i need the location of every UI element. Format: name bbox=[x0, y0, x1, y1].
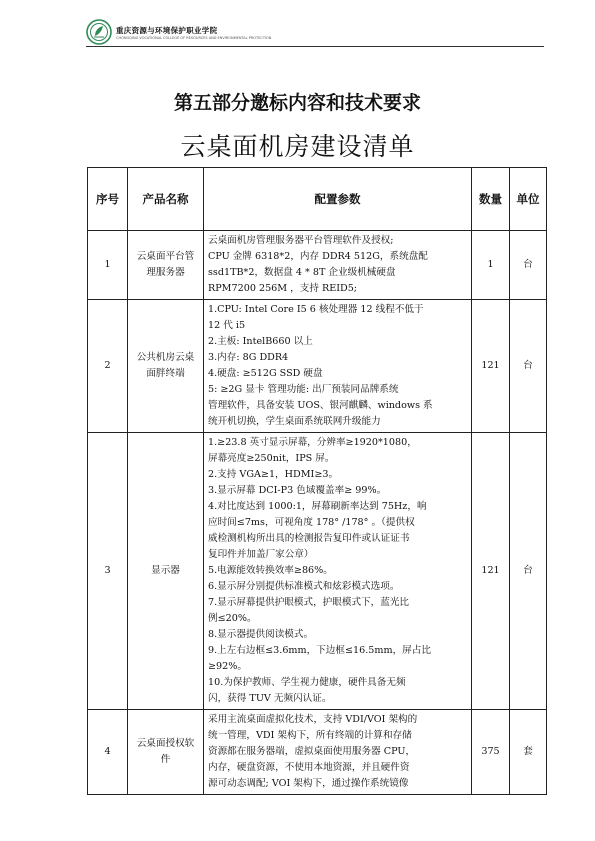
param-line: 应时间≤7ms，可视角度 178° /178° 。（提供权 bbox=[208, 517, 415, 528]
param-line: 复印件并加盖厂家公章） bbox=[208, 549, 314, 560]
row-product-name: 显示器 bbox=[128, 433, 204, 710]
param-line: 12 代 i5 bbox=[208, 320, 246, 331]
row-unit: 台 bbox=[510, 231, 547, 300]
org-name: 重庆资源与环境保护职业学院 bbox=[116, 26, 218, 35]
org-name-en: CHONGQING VOCATIONAL COLLEGE OF RESOURCES AND ENVIRONMENTAL PROTECTION bbox=[116, 36, 272, 40]
param-line: 9.上左右边框≤3.6mm，下边框≤16.5mm，屏占比 bbox=[208, 645, 431, 656]
param-line: 例≤20%。 bbox=[208, 613, 257, 624]
header-unit: 单位 bbox=[510, 168, 547, 231]
document-subtitle: 云桌面机房建设清单 bbox=[180, 132, 415, 161]
table-row bbox=[88, 231, 547, 300]
row-seq: 4 bbox=[88, 710, 128, 795]
row-seq: 3 bbox=[88, 433, 128, 710]
row-product-name: 云桌面授权软件 bbox=[128, 710, 204, 795]
param-line: 4.硬盘: ≥512G SSD 硬盘 bbox=[208, 368, 323, 379]
param-line: 屏幕亮度≥250nit，IPS 屏。 bbox=[208, 453, 335, 464]
param-line: 闪，获得 TUV 无频闪认证。 bbox=[208, 693, 332, 704]
param-line: 资源都在服务器端，虚拟桌面使用服务器 CPU， bbox=[208, 746, 416, 757]
header-divider bbox=[86, 46, 544, 47]
param-line: ≥92%。 bbox=[208, 661, 247, 672]
param-line: 云桌面机房管理服务器平台管理软件及授权; bbox=[208, 235, 394, 246]
param-line: 5: ≥2G 显卡 管理功能: 出厂预装同品牌系统 bbox=[208, 384, 399, 395]
row-params bbox=[204, 433, 472, 710]
row-seq: 2 bbox=[88, 300, 128, 433]
header-seq: 序号 bbox=[88, 168, 128, 231]
param-line: 1.CPU: Intel Core I5 6 核处理器 12 线程不低于 bbox=[208, 304, 424, 315]
header-params: 配置参数 bbox=[204, 168, 472, 231]
row-params bbox=[204, 231, 472, 300]
param-line: 6.显示屏分别提供标准模式和炫彩模式选项。 bbox=[208, 581, 400, 592]
param-line: 采用主流桌面虚拟化技术，支持 VDI/VOI 架构的 bbox=[208, 714, 418, 725]
param-line: 4.对比度达到 1000:1，屏幕刷新率达到 75Hz，响 bbox=[208, 501, 427, 512]
param-line: 3.内存: 8G DDR4 bbox=[208, 352, 289, 363]
table-row bbox=[88, 300, 547, 433]
row-qty: 121 bbox=[472, 433, 510, 710]
college-logo-icon bbox=[86, 19, 112, 45]
param-line: 7.显示屏幕提供护眼模式，护眼模式下，蓝光比 bbox=[208, 597, 410, 608]
row-params bbox=[204, 300, 472, 433]
param-line: 2.主板: IntelB660 以上 bbox=[208, 336, 313, 347]
param-line: CPU 金牌 6318*2，内存 DDR4 512G，系统盘配 bbox=[208, 251, 428, 262]
row-unit: 台 bbox=[510, 433, 547, 710]
row-product-name: 云桌面平台管理服务器 bbox=[128, 231, 204, 300]
param-line: 统开机切换，学生桌面系统联网升级能力 bbox=[208, 416, 381, 427]
param-line: 3.显示屏幕 DCI-P3 色域覆盖率≥ 99%。 bbox=[208, 485, 387, 496]
row-product-name: 公共机房云桌面胖终端 bbox=[128, 300, 204, 433]
param-line: 5.电源能效转换效率≥86%。 bbox=[208, 565, 333, 576]
row-unit: 台 bbox=[510, 300, 547, 433]
param-line: 内存，硬盘资源，不使用本地资源，并且硬件资 bbox=[208, 762, 410, 773]
param-line: ssd1TB*2，数据盘 4 * 8T 企业级机械硬盘 bbox=[208, 267, 396, 278]
row-qty: 121 bbox=[472, 300, 510, 433]
param-line: 统一管理，VDI 架构下，所有终端的计算和存储 bbox=[208, 730, 412, 741]
header-name: 产品名称 bbox=[128, 168, 204, 231]
row-qty: 375 bbox=[472, 710, 510, 795]
param-line: 1.≥23.8 英寸显示屏幕，分辨率≥1920*1080， bbox=[208, 437, 417, 448]
param-line: 8.显示器提供阅读模式。 bbox=[208, 629, 314, 640]
row-unit: 套 bbox=[510, 710, 547, 795]
table-header-row bbox=[88, 168, 547, 231]
param-line: 管理软件，具备安装 UOS、银河麒麟、windows 系 bbox=[208, 400, 433, 411]
param-line: 10.为保护教师、学生视力健康，硬件具备无频 bbox=[208, 677, 406, 688]
param-line: 源可动态调配; VOI 架构下，通过操作系统镜像 bbox=[208, 778, 409, 789]
row-params bbox=[204, 710, 472, 795]
equipment-list-table bbox=[87, 167, 547, 795]
header-qty: 数量 bbox=[472, 168, 510, 231]
row-qty: 1 bbox=[472, 231, 510, 300]
param-line: RPM7200 256M ，支持 REID5; bbox=[208, 283, 358, 294]
table-row bbox=[88, 433, 547, 710]
section-title: 第五部分邀标内容和技术要求 bbox=[173, 92, 421, 114]
param-line: 威检测机构所出具的检测报告复印件或认证证书 bbox=[208, 533, 410, 544]
param-line: 2.支持 VGA≥1，HDMI≥3。 bbox=[208, 469, 339, 480]
table-row bbox=[88, 710, 547, 795]
row-seq: 1 bbox=[88, 231, 128, 300]
page-header bbox=[86, 19, 544, 47]
